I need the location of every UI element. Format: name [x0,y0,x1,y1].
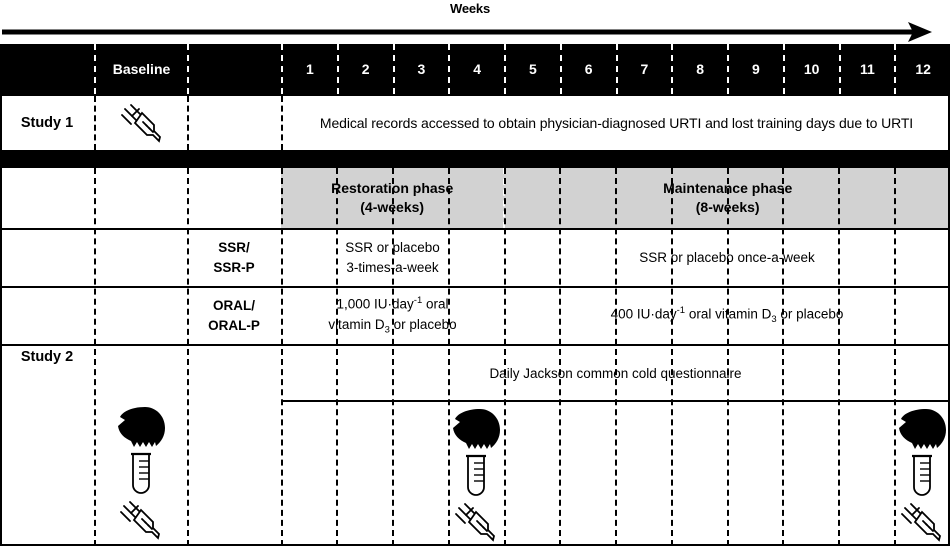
head-silhouette-icon [450,408,502,456]
header-week-12: 12 [894,44,950,94]
oral-arm-row [0,286,950,344]
oral-arm-name [187,288,281,344]
baseline-measurement-cell [94,400,187,546]
quest-row-group-spacer [187,346,281,400]
colsep-week-5 [559,168,561,546]
colsep-week-10 [838,168,840,546]
week-header-row [0,44,950,94]
oral-arm-name-line1: ORAL/ [213,298,255,314]
icon-week-8 [671,402,727,546]
header-week-9: 9 [727,44,783,94]
icon-week-4 [448,402,504,546]
study1-label: Study 1 [20,115,74,131]
head-silhouette-icon [896,408,948,456]
header-week-2: 2 [337,44,393,94]
header-week-5: 5 [504,44,560,94]
header-week-7: 7 [616,44,672,94]
header-week-11: 11 [839,44,895,94]
phase-header-row [0,168,950,228]
week4-icon-stack [448,402,504,546]
oral-maintenance-mid: oral vitamin D [685,306,772,322]
week12-icon-stack [894,402,950,546]
colsep-week-1 [336,168,338,546]
restoration-phase-name: Restoration phase [331,180,454,197]
icon-week-2 [337,402,393,546]
header-baseline-cell: Baseline [94,44,187,94]
phase-row-baseline-spacer [94,168,187,228]
syringe-icon [118,500,164,540]
baseline-icon-stack [94,400,187,546]
oral-vitamin-restoration: vitamin D [328,316,385,332]
header-group-cell [187,44,281,94]
study1-description-cell [281,96,950,150]
oral-maintenance-placebo: or placebo [776,306,844,322]
oral-row-baseline-spacer [94,288,187,344]
measurement-icon-row [0,400,950,546]
oral-restoration-placebo: or placebo [389,316,457,332]
ssr-maintenance-line1: SSR or placebo once-a-week [639,249,815,265]
oral-dose-maintenance-exponent: -1 [676,305,686,317]
study-divider-bar [0,150,950,168]
test-tube-icon [909,454,935,498]
oral-vitamin-maintenance-subscript: 3 [771,314,777,326]
colsep-week-3 [448,168,450,546]
study1-group-cell [187,96,281,150]
colsep-week-7 [671,168,673,546]
ssr-restoration-line1: SSR or placebo [345,239,440,255]
axis-title: Weeks [450,1,490,16]
icon-week-11 [839,402,895,546]
timeline-arrow [0,20,950,44]
ssr-arm-name [187,230,281,286]
oral-arm-name-line2: ORAL-P [208,318,260,333]
ssr-arm-name-line2: SSR-P [213,260,255,275]
ssr-restoration-line2: 3-times-a-week [346,260,439,275]
colsep-baseline-right [187,168,189,546]
study1-description-text: Medical records accessed to obtain physician-diagnosed URTI and lost training days due to URTI [319,115,914,131]
icon-week-7 [616,402,672,546]
icon-row-group-spacer [187,400,281,546]
test-tube-icon [128,452,154,496]
icon-week-9 [727,402,783,546]
icon-week-5 [504,402,560,546]
syringe-icon [453,502,499,542]
colsep-baseline-left [94,168,96,546]
icon-week-12 [894,402,950,546]
header-week-cells [281,44,950,94]
study1-row [0,94,950,150]
table-left-border [0,94,2,546]
colsep-week-2 [392,168,394,546]
ssr-row-baseline-spacer [94,230,187,286]
syringe-icon [119,103,165,143]
questionnaire-row [0,344,950,400]
ssr-arm-row [0,228,950,286]
restoration-phase-duration: (4-weeks) [360,199,425,215]
ssr-arm-name-line1: SSR/ [218,240,250,256]
header-week-6: 6 [560,44,616,94]
study2-label: Study 2 [20,349,74,365]
quest-row-baseline-spacer [94,346,187,400]
header-corner-cell [0,44,94,94]
icon-week-10 [783,402,839,546]
head-silhouette-icon [115,406,167,454]
test-tube-icon [463,454,489,498]
syringe-icon [899,502,945,542]
icon-week-3 [393,402,449,546]
colsep-week-6 [615,168,617,546]
colsep-group-right [281,168,283,546]
oral-restoration-suffix: oral [422,296,449,312]
header-week-1: 1 [281,44,337,94]
colsep-week-4 [504,168,506,546]
maintenance-phase-name: Maintenance phase [663,180,793,197]
colsep-week-8 [727,168,729,546]
header-week-3: 3 [393,44,449,94]
header-week-10: 10 [783,44,839,94]
oral-vitamin-restoration-subscript: 3 [384,324,390,336]
oral-dose-maintenance: 400 IU·day [610,306,677,322]
maintenance-phase-duration: (8-weeks) [695,199,760,215]
icon-week-1 [281,402,337,546]
header-week-4: 4 [448,44,504,94]
study1-baseline-cell [94,96,187,150]
phase-row-group-spacer [187,168,281,228]
icon-week-6 [560,402,616,546]
questionnaire-text: Daily Jackson common cold questionnaire [489,365,742,381]
header-week-8: 8 [671,44,727,94]
colsep-week-11 [894,168,896,546]
oral-dose-restoration-exponent: -1 [413,295,423,307]
oral-dose-restoration: 1,000 IU·day [336,296,414,312]
colsep-week-9 [782,168,784,546]
right-arrow-icon [0,20,950,44]
